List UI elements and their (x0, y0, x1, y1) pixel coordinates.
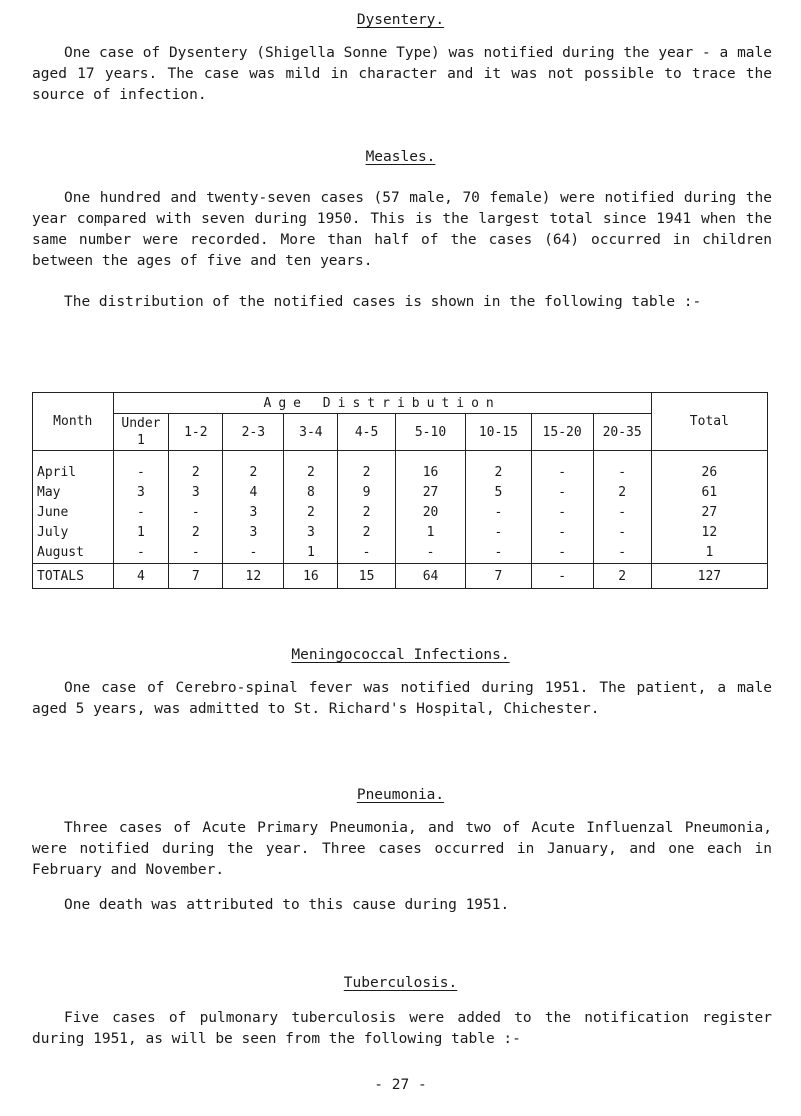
totals-label: TOTALS (33, 564, 114, 589)
table-row (33, 522, 768, 542)
value-cell: 2 (338, 502, 396, 522)
month-cell: August (33, 542, 114, 564)
row-total-cell: 61 (651, 482, 767, 502)
value-cell: 8 (284, 482, 338, 502)
value-cell: 1 (395, 522, 465, 542)
value-cell: 2 (466, 451, 532, 483)
total-cell: 64 (395, 564, 465, 589)
tuberculosis-heading: Tuberculosis. (343, 975, 458, 991)
value-cell: 16 (395, 451, 465, 483)
value-cell: 2 (169, 522, 223, 542)
value-cell: - (531, 522, 593, 542)
value-cell: - (223, 542, 284, 564)
month-cell: April (33, 451, 114, 483)
value-cell: 3 (223, 502, 284, 522)
table-row (33, 482, 768, 502)
pneumonia-paragraph-1 (32, 818, 772, 881)
row-total-cell: 12 (651, 522, 767, 542)
measles-paragraph-1 (32, 188, 772, 272)
month-cell: May (33, 482, 114, 502)
value-cell: 2 (338, 451, 396, 483)
value-cell: 2 (284, 502, 338, 522)
meningococcal-paragraph (32, 678, 772, 720)
age-group-header: 15-20 (531, 414, 593, 451)
measles-text-1: One hundred and twenty-seven cases (57 male, 70 female) were notified during the year compared with seven during 1950. This is the largest total since 1941 when the same number were recorded. More than half of the cases (64) occurred in children between the ages of five and ten years. (32, 190, 772, 269)
age-group-header: 4-5 (338, 414, 396, 451)
total-cell: 7 (169, 564, 223, 589)
total-cell: 12 (223, 564, 284, 589)
total-cell: 16 (284, 564, 338, 589)
meningococcal-heading: Meningococcal Infections. (291, 647, 510, 663)
month-cell: June (33, 502, 114, 522)
age-group-header: 1-2 (169, 414, 223, 451)
dysentery-heading: Dysentery. (356, 12, 445, 28)
value-cell: - (593, 522, 651, 542)
dysentery-paragraph (32, 43, 772, 106)
value-cell: 1 (284, 542, 338, 564)
value-cell: - (113, 502, 169, 522)
table-row (33, 542, 768, 564)
meningococcal-text: One case of Cerebro-spinal fever was notified during 1951. The patient, a male aged 5 years, was admitted to St. Richard's Hospital, Chichester. (32, 680, 772, 717)
row-total-cell: 26 (651, 451, 767, 483)
dysentery-text: One case of Dysentery (Shigella Sonne Type) was notified during the year - a male aged 17 years. The case was mild in character and it was not possible to trace the source of infection. (32, 45, 772, 103)
month-header: Month (33, 393, 114, 451)
totals-row (33, 564, 768, 589)
value-cell: 3 (169, 482, 223, 502)
value-cell: - (531, 542, 593, 564)
measles-heading: Measles. (365, 149, 436, 165)
value-cell: - (338, 542, 396, 564)
value-cell: 2 (593, 482, 651, 502)
value-cell: - (531, 482, 593, 502)
measles-paragraph-2 (32, 292, 772, 313)
value-cell: - (593, 502, 651, 522)
pneumonia-paragraph-2 (32, 895, 772, 916)
month-cell: July (33, 522, 114, 542)
pneumonia-text-2: One death was attributed to this cause during 1951. (64, 897, 510, 913)
value-cell: 9 (338, 482, 396, 502)
value-cell: - (395, 542, 465, 564)
value-cell: 1 (113, 522, 169, 542)
value-cell: 4 (223, 482, 284, 502)
total-cell: 4 (113, 564, 169, 589)
value-cell: - (466, 502, 532, 522)
pneumonia-heading: Pneumonia. (356, 787, 445, 803)
age-group-header: 3-4 (284, 414, 338, 451)
total-header: Total (651, 393, 767, 451)
total-cell: 2 (593, 564, 651, 589)
measles-text-2: The distribution of the notified cases is shown in the following table :- (64, 294, 702, 310)
value-cell: - (169, 502, 223, 522)
value-cell: 2 (338, 522, 396, 542)
age-group-header: 20-35 (593, 414, 651, 451)
total-cell: 7 (466, 564, 532, 589)
row-total-cell: 27 (651, 502, 767, 522)
age-group-header: Under 1 (113, 414, 169, 451)
value-cell: - (466, 542, 532, 564)
value-cell: - (531, 451, 593, 483)
row-total-cell: 1 (651, 542, 767, 564)
total-cell: - (531, 564, 593, 589)
value-cell: 5 (466, 482, 532, 502)
value-cell: - (113, 451, 169, 483)
age-group-header: 2-3 (223, 414, 284, 451)
value-cell: - (466, 522, 532, 542)
value-cell: 3 (113, 482, 169, 502)
value-cell: - (113, 542, 169, 564)
grand-total-cell: 127 (651, 564, 767, 589)
age-distribution-header: Age Distribution (113, 393, 651, 414)
measles-distribution-table (32, 392, 768, 589)
value-cell: - (593, 542, 651, 564)
value-cell: - (531, 502, 593, 522)
age-group-header: 10-15 (466, 414, 532, 451)
tuberculosis-text: Five cases of pulmonary tuberculosis were added to the notification register during 1951, as will be seen from the following table :- (32, 1010, 772, 1047)
value-cell: 3 (284, 522, 338, 542)
value-cell: 3 (223, 522, 284, 542)
table-row (33, 502, 768, 522)
tuberculosis-paragraph (32, 1008, 772, 1050)
total-cell: 15 (338, 564, 396, 589)
value-cell: 2 (169, 451, 223, 483)
pneumonia-text-1: Three cases of Acute Primary Pneumonia, and two of Acute Influenzal Pneumonia, were notified during the year. Three cases occurred in January, and one each in February and November. (32, 820, 772, 878)
age-group-header: 5-10 (395, 414, 465, 451)
value-cell: 27 (395, 482, 465, 502)
value-cell: 2 (223, 451, 284, 483)
value-cell: - (169, 542, 223, 564)
page-number: - 27 - (374, 1077, 427, 1093)
value-cell: 20 (395, 502, 465, 522)
table-row (33, 451, 768, 483)
value-cell: 2 (284, 451, 338, 483)
value-cell: - (593, 451, 651, 483)
